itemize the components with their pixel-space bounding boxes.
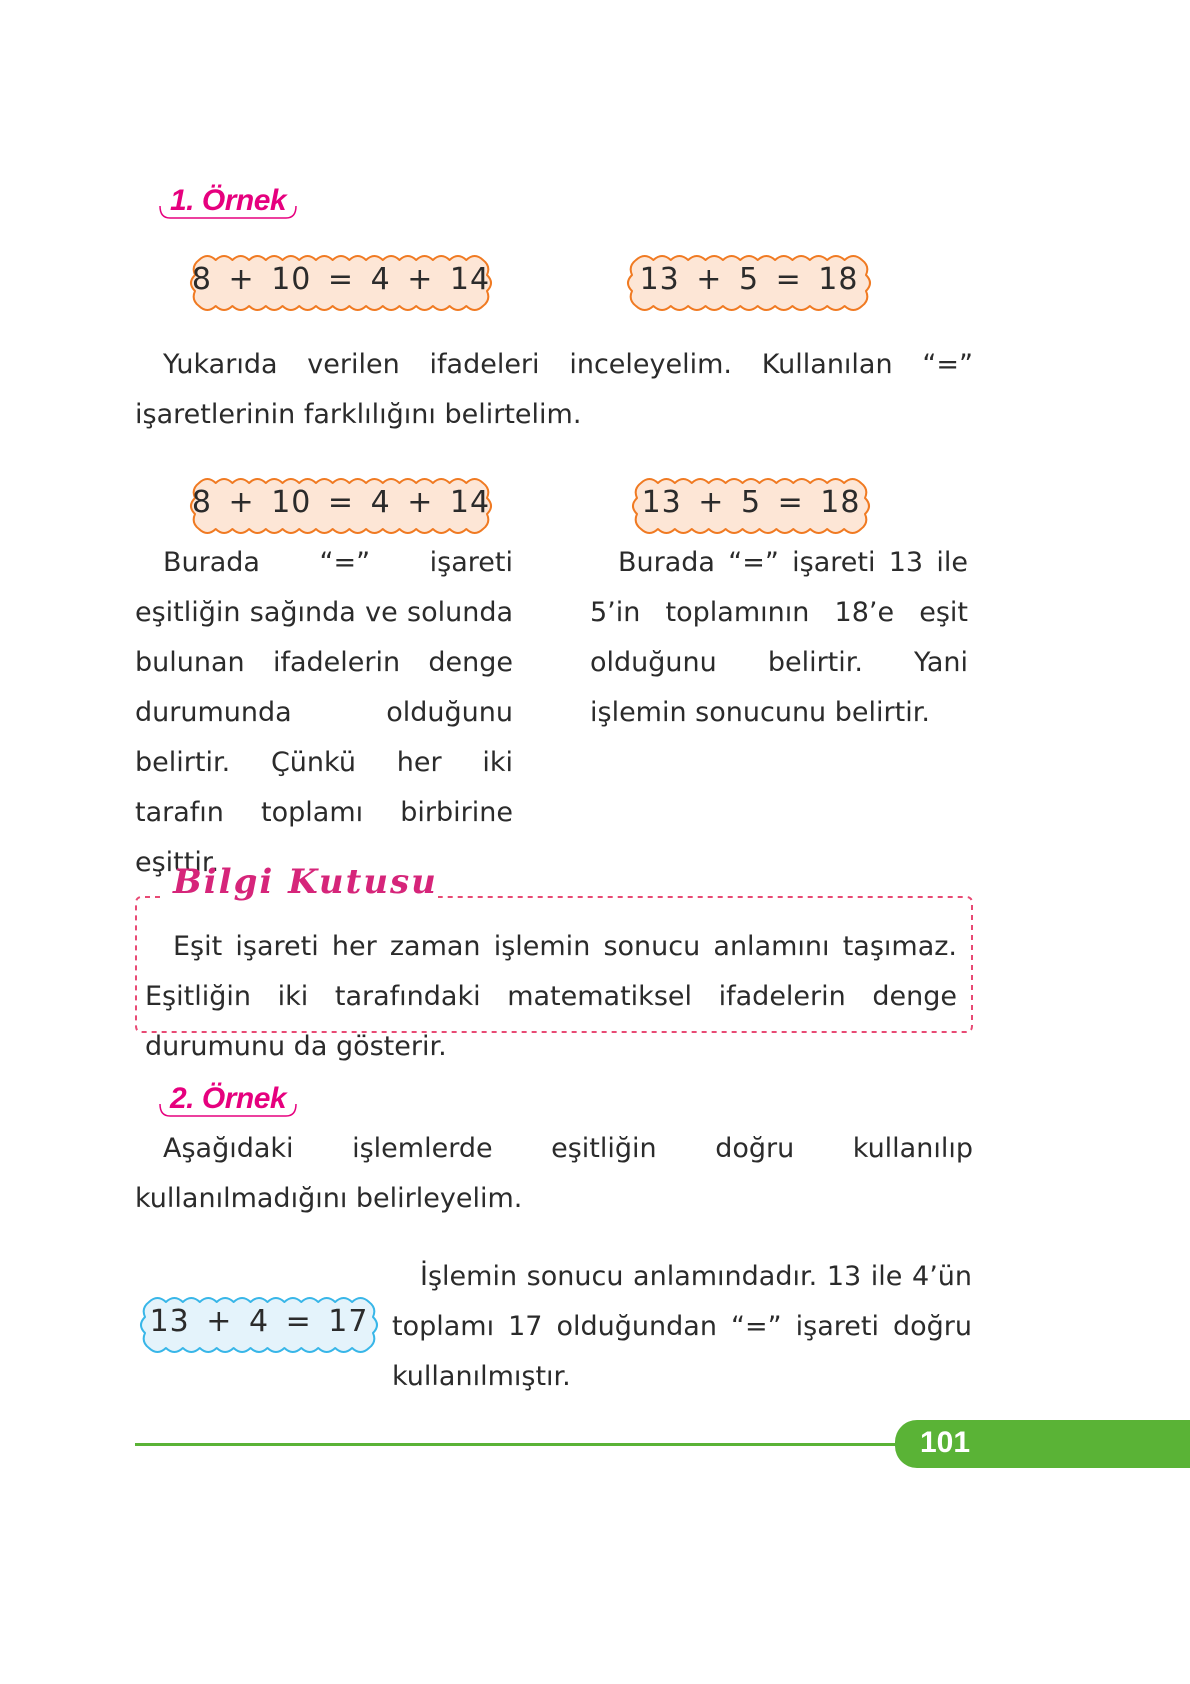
example-1-header <box>158 184 298 224</box>
page-number: 101 <box>919 1426 971 1459</box>
info-box-title: Bilgi Kutusu <box>173 862 438 902</box>
example-2-header <box>158 1082 298 1122</box>
eq-mid-left: 8 + 10 = 4 + 14 <box>191 485 491 520</box>
example-2-intro: Aşağıdaki işlemlerde eşitliğin doğru kullanılıp kullanılmadığını belirleyelim. <box>135 1133 973 1214</box>
example-1-title: 1. Örnek <box>170 184 287 217</box>
info-box-text: Eşit işareti her zaman işlemin sonucu anlamını taşımaz. Eşitliğin iki tarafındaki matematiksel ifadelerin denge durumunu da gösterir. <box>145 931 957 1062</box>
example-2-title: 2. Örnek <box>170 1082 287 1115</box>
footer-rule <box>135 1443 915 1446</box>
example-1-intro: Yukarıda verilen ifadeleri inceleyelim. Kullanılan “=” işaretlerinin farklılığını belirtelim. <box>135 349 973 430</box>
eq-top-right: 13 + 5 = 18 <box>639 262 859 297</box>
eq-top-left: 8 + 10 = 4 + 14 <box>191 262 491 297</box>
explanation-left: Burada “=” işareti eşitliğin sağında ve solunda bulunan ifadelerin denge durumunda olduğunu belirtir. Çünkü her iki tarafın toplamı birbirine eşittir. <box>135 547 513 878</box>
eq-mid-right: 13 + 5 = 18 <box>641 485 861 520</box>
eq-bottom: 13 + 4 = 17 <box>149 1304 369 1339</box>
explanation-right: Burada “=” işareti 13 ile 5’in toplamının 18’e eşit olduğunu belirtir. Yani işlemin sonucunu belirtir. <box>590 547 968 728</box>
example-2-explanation: İşlemin sonucu anlamındadır. 13 ile 4’ün toplamı 17 olduğundan “=” işareti doğru kullanılmıştır. <box>392 1261 972 1392</box>
